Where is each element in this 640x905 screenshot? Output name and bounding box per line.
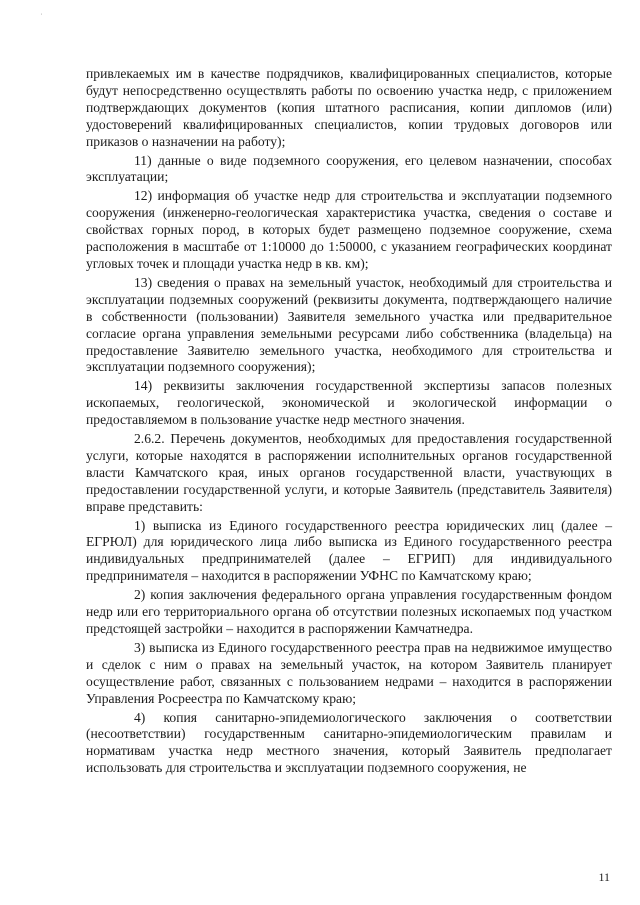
paragraph-list-item-1: 1) выписка из Единого государственного реестра юридических лиц (далее – ЕГРЮЛ) для юридического лица либо выписка из Единого государственного реестра индивидуальных предпринимателей (далее – ЕГРИП) для индивидуального предпринимателя – находится в распоряжении УФНС по Камчатскому краю; bbox=[86, 517, 612, 584]
scan-mark: ˙ bbox=[40, 12, 43, 21]
paragraph-section-2-6-2: 2.6.2. Перечень документов, необходимых для предоставления государственной услуги, которые находятся в распоряжении исполнительных органов государственной власти Камчатского края, иных органов государственной власти, участвующих в предоставлении государственной услуги, и которые Заявитель (представитель Заявителя) вправе представить: bbox=[86, 431, 612, 514]
page-number: 11 bbox=[598, 870, 610, 884]
paragraph-item-11: 11) данные о виде подземного сооружения, его целевом назначении, способах эксплуатации; bbox=[86, 152, 612, 185]
paragraph-continuation: привлекаемых им в качестве подрядчиков, квалифицированных специалистов, которые будут непосредственно осуществлять работы по освоению участка недр, с приложением подтверждающих документов (копия штатного расписания, копии дипломов (или) удостоверений квалифицированных специалистов, копии трудовых договоров или приказов о назначении на работу); bbox=[86, 66, 612, 149]
paragraph-list-item-2: 2) копия заключения федерального органа управления государственным фондом недр или его территориального органа об отсутствии полезных ископаемых под участком предстоящей застройки – находится в распоряжении Камчатнедра. bbox=[86, 587, 612, 636]
document-body bbox=[86, 66, 612, 777]
paragraph-item-14: 14) реквизиты заключения государственной экспертизы запасов полезных ископаемых, геологической, экономической и экологической информации о предоставляемом в пользование участке недр местного значения. bbox=[86, 378, 612, 428]
paragraph-item-12: 12) информация об участке недр для строительства и эксплуатации подземного сооружения (инженерно-геологическая характеристика участка, сведения о составе и свойствах горных пород, в которых будет размещено подземное сооружение, схема расположения в масштабе от 1:10000 до 1:50000, с указанием географических координат угловых точек и площади участка недр в кв. км); bbox=[86, 188, 612, 271]
paragraph-item-13: 13) сведения о правах на земельный участок, необходимый для строительства и эксплуатации подземных сооружений (реквизиты документа, подтверждающего наличие в собственности (пользовании) Заявителя земельного участка или предварительное согласие органа управления земельными ресурсами либо собственника (владельца) на предоставление Заявителю земельного участка, необходимого для строительства и эксплуатации подземного сооружения); bbox=[86, 274, 612, 375]
paragraph-list-item-3: 3) выписка из Единого государственного реестра прав на недвижимое имущество и сделок с ним о правах на земельный участок, на котором Заявитель планирует осуществление работ, связанных с пользованием недрами – находится в распоряжении Управления Росреестра по Камчатскому краю; bbox=[86, 639, 612, 706]
paragraph-list-item-4: 4) копия санитарно-эпидемиологического заключения о соответствии (несоответствии) государственным санитарно-эпидемиологическим правилам и нормативам участка недр местного значения, который Заявитель предполагает использовать для строительства и эксплуатации подземного сооружения, не bbox=[86, 709, 612, 776]
